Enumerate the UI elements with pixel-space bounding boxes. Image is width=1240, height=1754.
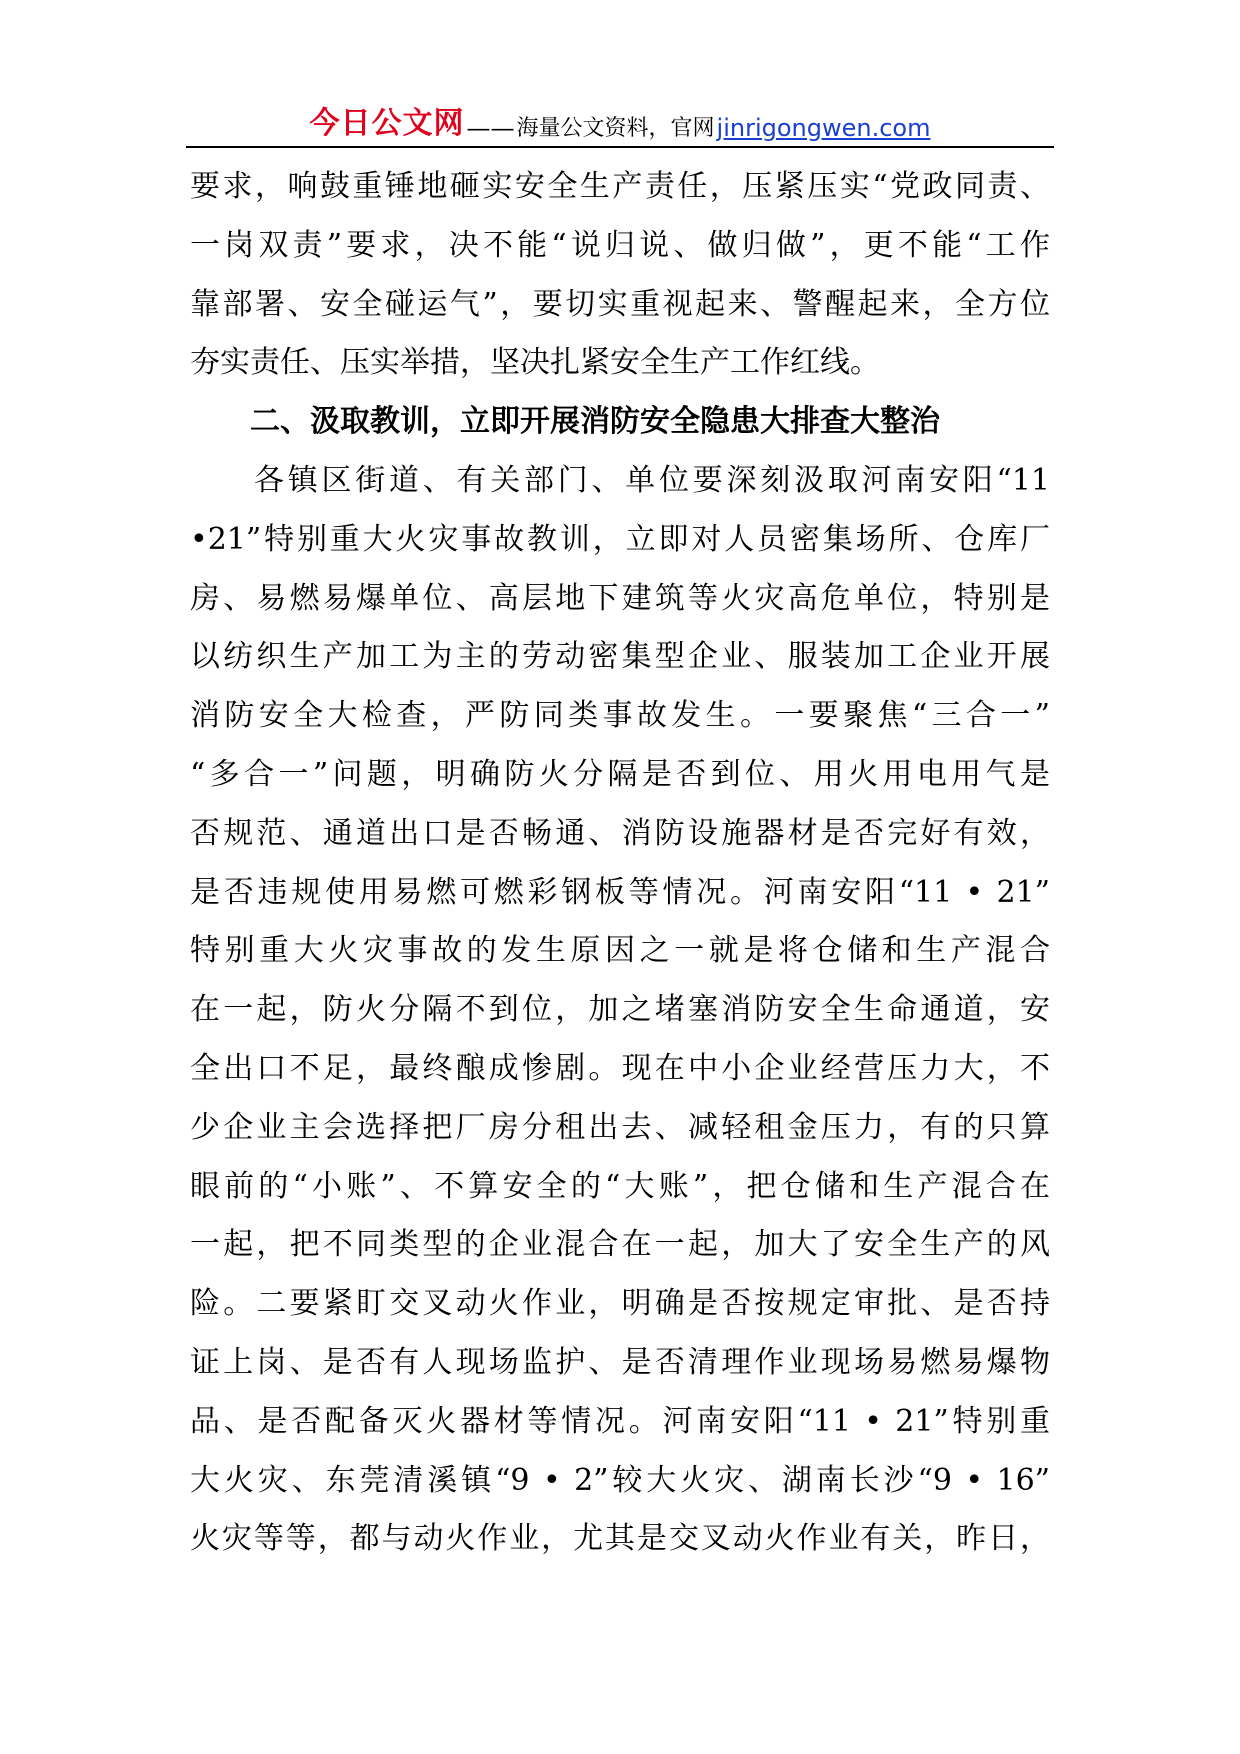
page-header	[186, 96, 1054, 142]
site-link[interactable]: jinrigongwen.com	[716, 114, 931, 142]
document-body	[190, 158, 1050, 1569]
section-heading: 二、汲取教训，立即开展消防安全隐患大排查大整治	[250, 404, 940, 440]
text-line: “多合一”问题，明确防火分隔是否到位、用火用电用气是	[190, 756, 1050, 792]
text-line: 靠部署、安全碰运气”，要切实重视起来、警醒起来，全方位	[190, 286, 1050, 322]
header-separator: ——	[466, 114, 515, 142]
text-line: 特别重大火灾事故的发生原因之一就是将仓储和生产混合	[190, 933, 1050, 969]
text-line: 证上岗、是否有人现场监护、是否清理作业现场易燃易爆物	[190, 1344, 1050, 1380]
text-line: 火灾等等，都与动火作业，尤其是交叉动火作业有关，昨日，	[190, 1521, 1050, 1557]
text-line: 要求，响鼓重锤地砸实安全生产责任，压紧压实“党政同责、	[190, 169, 1050, 204]
text-line: •21”特别重大火灾事故教训，立即对人员密集场所、仓库厂	[190, 521, 1050, 557]
header-slogan: 海量公文资料，官网	[516, 116, 715, 141]
text-line: 少企业主会选择把厂房分租出去、减轻租金压力，有的只算	[190, 1109, 1050, 1145]
text-line: 在一起，防火分隔不到位，加之堵塞消防安全生命通道，安	[190, 992, 1050, 1028]
text-line: 房、易燃易爆单位、高层地下建筑等火灾高危单位，特别是	[190, 580, 1050, 616]
text-line: 以纺织生产加工为主的劳动密集型企业、服装加工企业开展	[190, 639, 1050, 675]
text-line: 全出口不足，最终酿成惨剧。现在中小企业经营压力大，不	[190, 1050, 1050, 1086]
header-divider	[186, 146, 1054, 148]
text-line: 否规范、通道出口是否畅通、消防设施器材是否完好有效，	[190, 815, 1050, 851]
text-line: 各镇区街道、有关部门、单位要深刻汲取河南安阳“11	[254, 462, 1050, 498]
text-line: 夯实责任、压实举措，坚决扎紧安全生产工作红线。	[190, 345, 880, 381]
text-line: 消防安全大检查，严防同类事故发生。一要聚焦“三合一”	[190, 698, 1050, 734]
text-line: 一起，把不同类型的企业混合在一起，加大了安全生产的风	[190, 1227, 1050, 1263]
text-line: 品、是否配备灭火器材等情况。河南安阳“11 • 21”特别重	[190, 1403, 1050, 1439]
text-line: 眼前的“小账”、不算安全的“大账”，把仓储和生产混合在	[190, 1168, 1050, 1204]
text-line: 险。二要紧盯交叉动火作业，明确是否按规定审批、是否持	[190, 1286, 1050, 1322]
text-line: 是否违规使用易燃可燃彩钢板等情况。河南安阳“11 • 21”	[190, 874, 1050, 910]
text-line: 一岗双责”要求，决不能“说归说、做归做”，更不能“工作	[190, 227, 1050, 263]
text-line: 大火灾、东莞清溪镇“9 • 2”较大火灾、湖南长沙“9 • 16”	[190, 1462, 1050, 1498]
brand-name: 今日公文网	[309, 106, 465, 141]
